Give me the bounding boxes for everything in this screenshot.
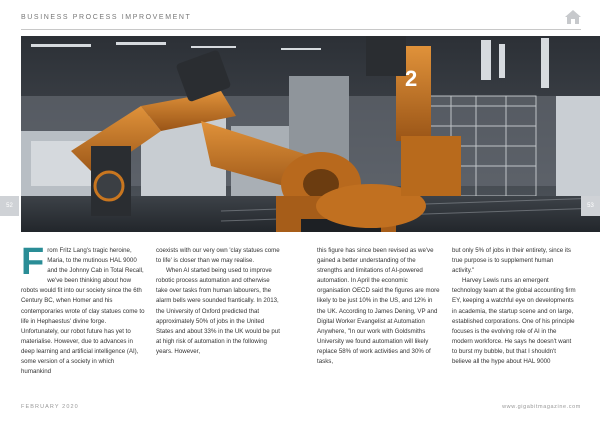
article-paragraph: coexists with our very own 'clay statues come to life' is closer than we may realise. bbox=[156, 247, 280, 265]
article-column-2 bbox=[156, 246, 280, 357]
hero-photo bbox=[21, 36, 600, 232]
article-paragraph: When AI started being used to improve robotic process automation and otherwise take over tasks from human labourers, the alarm bells were sounded frantically. In 2013, the University of Oxford predicted that approximately 50% of jobs in the United States and about 33% in the UK would be put at high risk of automation in the following years. However, bbox=[156, 267, 280, 355]
article-column-3 bbox=[317, 246, 441, 367]
article-column-1 bbox=[21, 241, 145, 377]
article-paragraph: this figure has since been revised as we've gained a better understanding of the strengths and limitations of AI-powered automation. In April the economic organisation OECD said the figures are more likely to be just 10% in the US, and 12% in the UK. According to James Dening, VP and Digital Worker Evangelist at Automation Anywhere, "In our work with Goldsmiths University we found automation will likely replace 58% of work activities and 30% of tasks, bbox=[317, 247, 440, 366]
article-paragraph: rom Fritz Lang's tragic heroine, Maria, to the mutinous HAL 9000 and the Johnny Cab in Total Recall, we've been thinking about how robots would fit into our society since the 6th Century BC, when Homer and his contemporaries wrote of clay statues come to life in Hephaestus' divine forge. Unfortunately, our robot future has yet to materialise. However, due to advances in deep learning and artificial intelligence (AI), some version of a society in which humankind bbox=[21, 247, 145, 376]
home-icon[interactable] bbox=[564, 9, 582, 25]
website-link[interactable]: www.gigabitmagazine.com bbox=[502, 404, 581, 410]
issue-date: FEBRUARY 2020 bbox=[21, 404, 79, 410]
header-divider bbox=[21, 29, 581, 30]
article-paragraph: but only 5% of jobs in their entirety, since its true purpose is to supplement human activity." bbox=[452, 247, 572, 275]
drop-cap: F bbox=[21, 241, 45, 283]
robot-number-label: 2 bbox=[405, 66, 418, 91]
page-number-right: 53 bbox=[581, 196, 600, 216]
page-number-left: 52 bbox=[0, 196, 19, 216]
article-column-4 bbox=[452, 246, 576, 367]
section-title: BUSINESS PROCESS IMPROVEMENT bbox=[21, 14, 192, 21]
robot-factory-image bbox=[21, 36, 600, 232]
article-paragraph: Harvey Lewis runs an emergent technology team at the global accounting firm EY, keeping a watchful eye on developments in academia, the startup scene and on large, established corporations. One of his principle focuses is the evolving role of AI in the modern workforce. He says he doesn't want to burst my bubble, but that I shouldn't believe all the hype about HAL 9000 bbox=[452, 277, 576, 366]
